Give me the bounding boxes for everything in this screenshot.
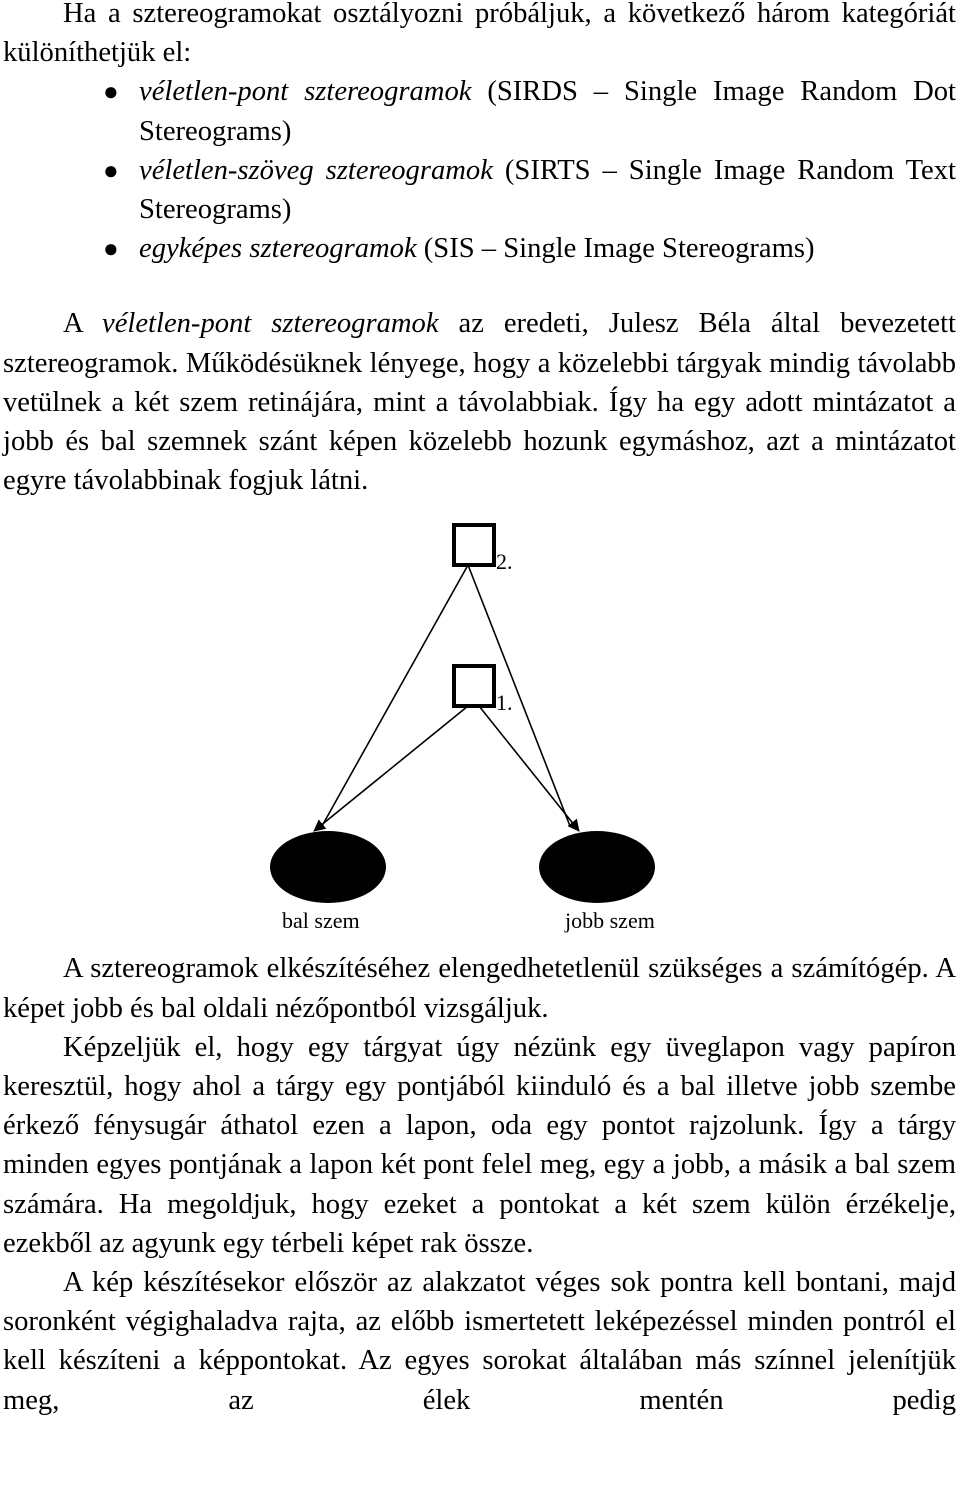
- ray-near-to-left-eye: [314, 706, 468, 831]
- ray-far-to-left-eye: [322, 565, 468, 826]
- bullet-icon: ●: [103, 77, 119, 107]
- ray-near-to-right-eye: [479, 706, 579, 831]
- glass-plate-paragraph: Képzeljük el, hogy egy tárgyat úgy nézünk egy üveglapon vagy papíron keresztül, hogy ahol a tárgy egy pontjából kiinduló és a bal illetve jobb szembe érkező fénysugár áthatol ezen a lapon, oda egy pontot rajzolunk. Így a tárgy minden egyes pontjának a lapon két pont felel meg, egy a jobb, a másik a bal szem számára. Ha megoldjuk, hogy ezeket a pontokat a két szem külön érzékelje, ezekből az agyunk egy térbeli képet rak össze.: [3, 1031, 956, 1259]
- kind-term: egyképes sztereogramok: [139, 233, 417, 265]
- near-object-square: [454, 666, 494, 706]
- kind-description: (SIRDS – Single Image Random Dot Stereograms): [139, 76, 956, 147]
- list-item: [3, 72, 956, 150]
- paragraph-lead: A: [63, 308, 103, 340]
- right-eye-label: jobb szem: [565, 908, 655, 934]
- far-object-label: 2.: [496, 549, 513, 575]
- kind-term: véletlen-pont sztereogramok: [139, 76, 472, 108]
- paragraph-term: véletlen-pont sztereogramok: [102, 308, 439, 340]
- sirds-paragraph: [3, 304, 956, 500]
- stereogram-kinds-list: [3, 72, 956, 268]
- left-eye-label: bal szem: [282, 908, 360, 934]
- left-eye: [270, 831, 386, 903]
- far-object-square: [454, 525, 494, 565]
- list-item: [3, 151, 956, 229]
- kind-description: (SIRTS – Single Image Random Text Stereograms): [139, 154, 956, 226]
- document-page: [3, 0, 956, 1420]
- near-object-label: 1.: [496, 690, 513, 716]
- computer-paragraph: A sztereogramok elkészítéséhez elengedhetetlenül szükséges a számítógép. A képet jobb és bal oldali nézőpontból vizsgáljuk.: [3, 953, 956, 1024]
- kind-description: (SIS – Single Image Stereograms): [416, 233, 815, 265]
- right-eye: [539, 831, 655, 903]
- kind-term: véletlen-szöveg sztereogramok: [139, 154, 493, 186]
- bullet-icon: ●: [103, 234, 119, 264]
- stereo-vision-diagram: [3, 502, 956, 938]
- intro-paragraph: Ha a sztereogramokat osztályozni próbáljuk, a következő három kategóriát különíthetjük el:: [3, 0, 956, 69]
- image-making-paragraph: A kép készítésekor először az alakzatot véges sok pontra kell bontani, majd soronként végighaladva rajta, az előbb ismertetett leképezéssel minden pontról el kell készíteni a képpontokat. Az egyes sorokat általában más színnel jelenítjük meg, az élek mentén pedig: [3, 1267, 956, 1416]
- list-item: [3, 229, 956, 268]
- bullet-icon: ●: [103, 155, 119, 185]
- diagram-svg: [3, 502, 956, 938]
- paragraph-body: az eredeti, Julesz Béla által bevezetett sztereogramok. Működésüknek lényege, hogy a közelebbi tárgyak mindig távolabb vetülnek a két szem retinájára, mint a távolabbiak. Így ha egy adott mintázatot a jobb és bal szemnek szánt képen közelebb hozunk egymáshoz, azt a mintázatot egyre távolabbinak fogjuk látni.: [3, 308, 956, 497]
